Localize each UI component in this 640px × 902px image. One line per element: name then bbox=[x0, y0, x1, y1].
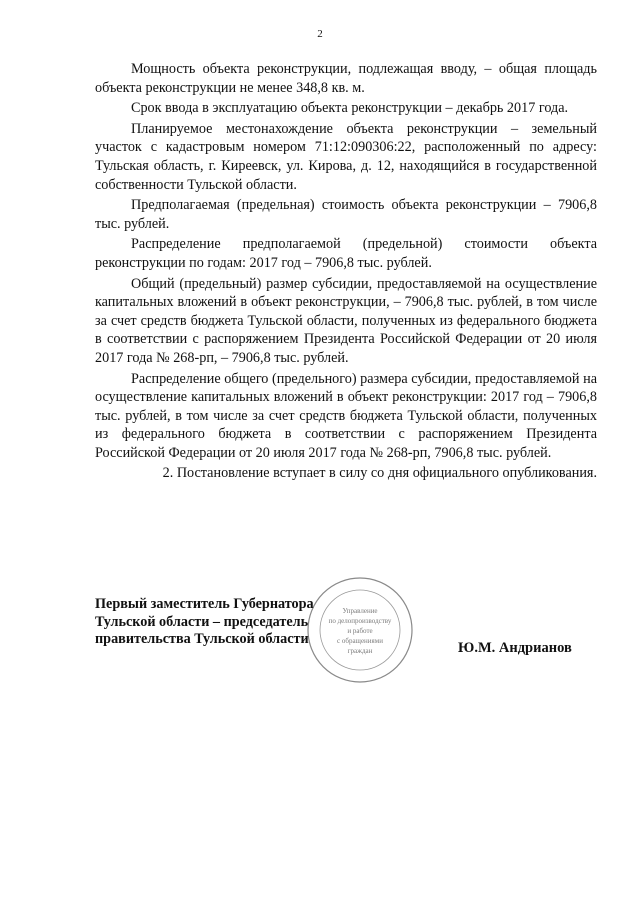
paragraph-location: Планируемое местонахождение объекта реконструкции – земельный участок с кадастровым номером 71:12:090306:22, расположенный по адресу: Тульская область, г. Киреевск, ул. Кирова, д. 12, находящийся в государственной собственности Тульской области. bbox=[95, 120, 597, 193]
paragraph-subsidy: Общий (предельный) размер субсидии, предоставляемой на осуществление капитальных вложений в объект реконструкции, – 7906,8 тыс. рублей, в том числе за счет средств бюджета Тульской области, полученных из федерального бюджета в соответствии с распоряжением Президента Российской Федерации от 20 июля 2017 года № 268-рп, – 7906,8 тыс. рублей. bbox=[95, 275, 597, 366]
stamp-text-1: Управление bbox=[342, 607, 378, 615]
signatory-title-line-3: правительства Тульской области bbox=[95, 631, 309, 647]
signatory-name: Ю.М. Андрианов bbox=[458, 640, 572, 656]
paragraph-cost-distribution: Распределение предполагаемой (предельной) стоимости объекта реконструкции по годам: 2017 год – 7906,8 тыс. рублей. bbox=[95, 236, 597, 271]
stamp-text-2: по делопроизводству bbox=[328, 617, 392, 625]
signatory-title bbox=[95, 596, 314, 649]
paragraph-cost: Предполагаемая (предельная) стоимость объекта реконструкции – 7906,8 тыс. рублей. bbox=[95, 197, 597, 232]
document-body bbox=[95, 60, 597, 485]
paragraph-capacity: Мощность объекта реконструкции, подлежащая вводу, – общая площадь объекта реконструкции не менее 348,8 кв. м. bbox=[95, 61, 597, 96]
stamp-text-3: и работе bbox=[347, 627, 373, 635]
paragraph-deadline: Срок ввода в эксплуатацию объекта реконструкции – декабрь 2017 года. bbox=[131, 100, 569, 117]
paragraph-subsidy-distribution: Распределение общего (предельного) размера субсидии, предоставляемой на осуществление капитальных вложений в объект реконструкции: 2017 год – 7906,8 тыс. рублей, в том числе за счет средств бюджета Тульской области, полученных из федерального бюджета в соответствии с распоряжением Президента Российской Федерации от 20 июля 2017 года № 268-рп, 7906,8 тыс. рублей. bbox=[95, 370, 597, 461]
stamp-text-5: граждан bbox=[347, 647, 373, 655]
signatory-title-line-1: Первый заместитель Губернатора bbox=[95, 596, 314, 612]
stamp-text-4: с обращениями bbox=[337, 637, 383, 645]
office-stamp bbox=[305, 575, 415, 685]
page-number: 2 bbox=[317, 28, 323, 40]
signatory-title-line-2: Тульской области – председатель bbox=[95, 613, 309, 630]
paragraph-effective-date: 2. Постановление вступает в силу со дня официального опубликования. bbox=[162, 465, 597, 482]
